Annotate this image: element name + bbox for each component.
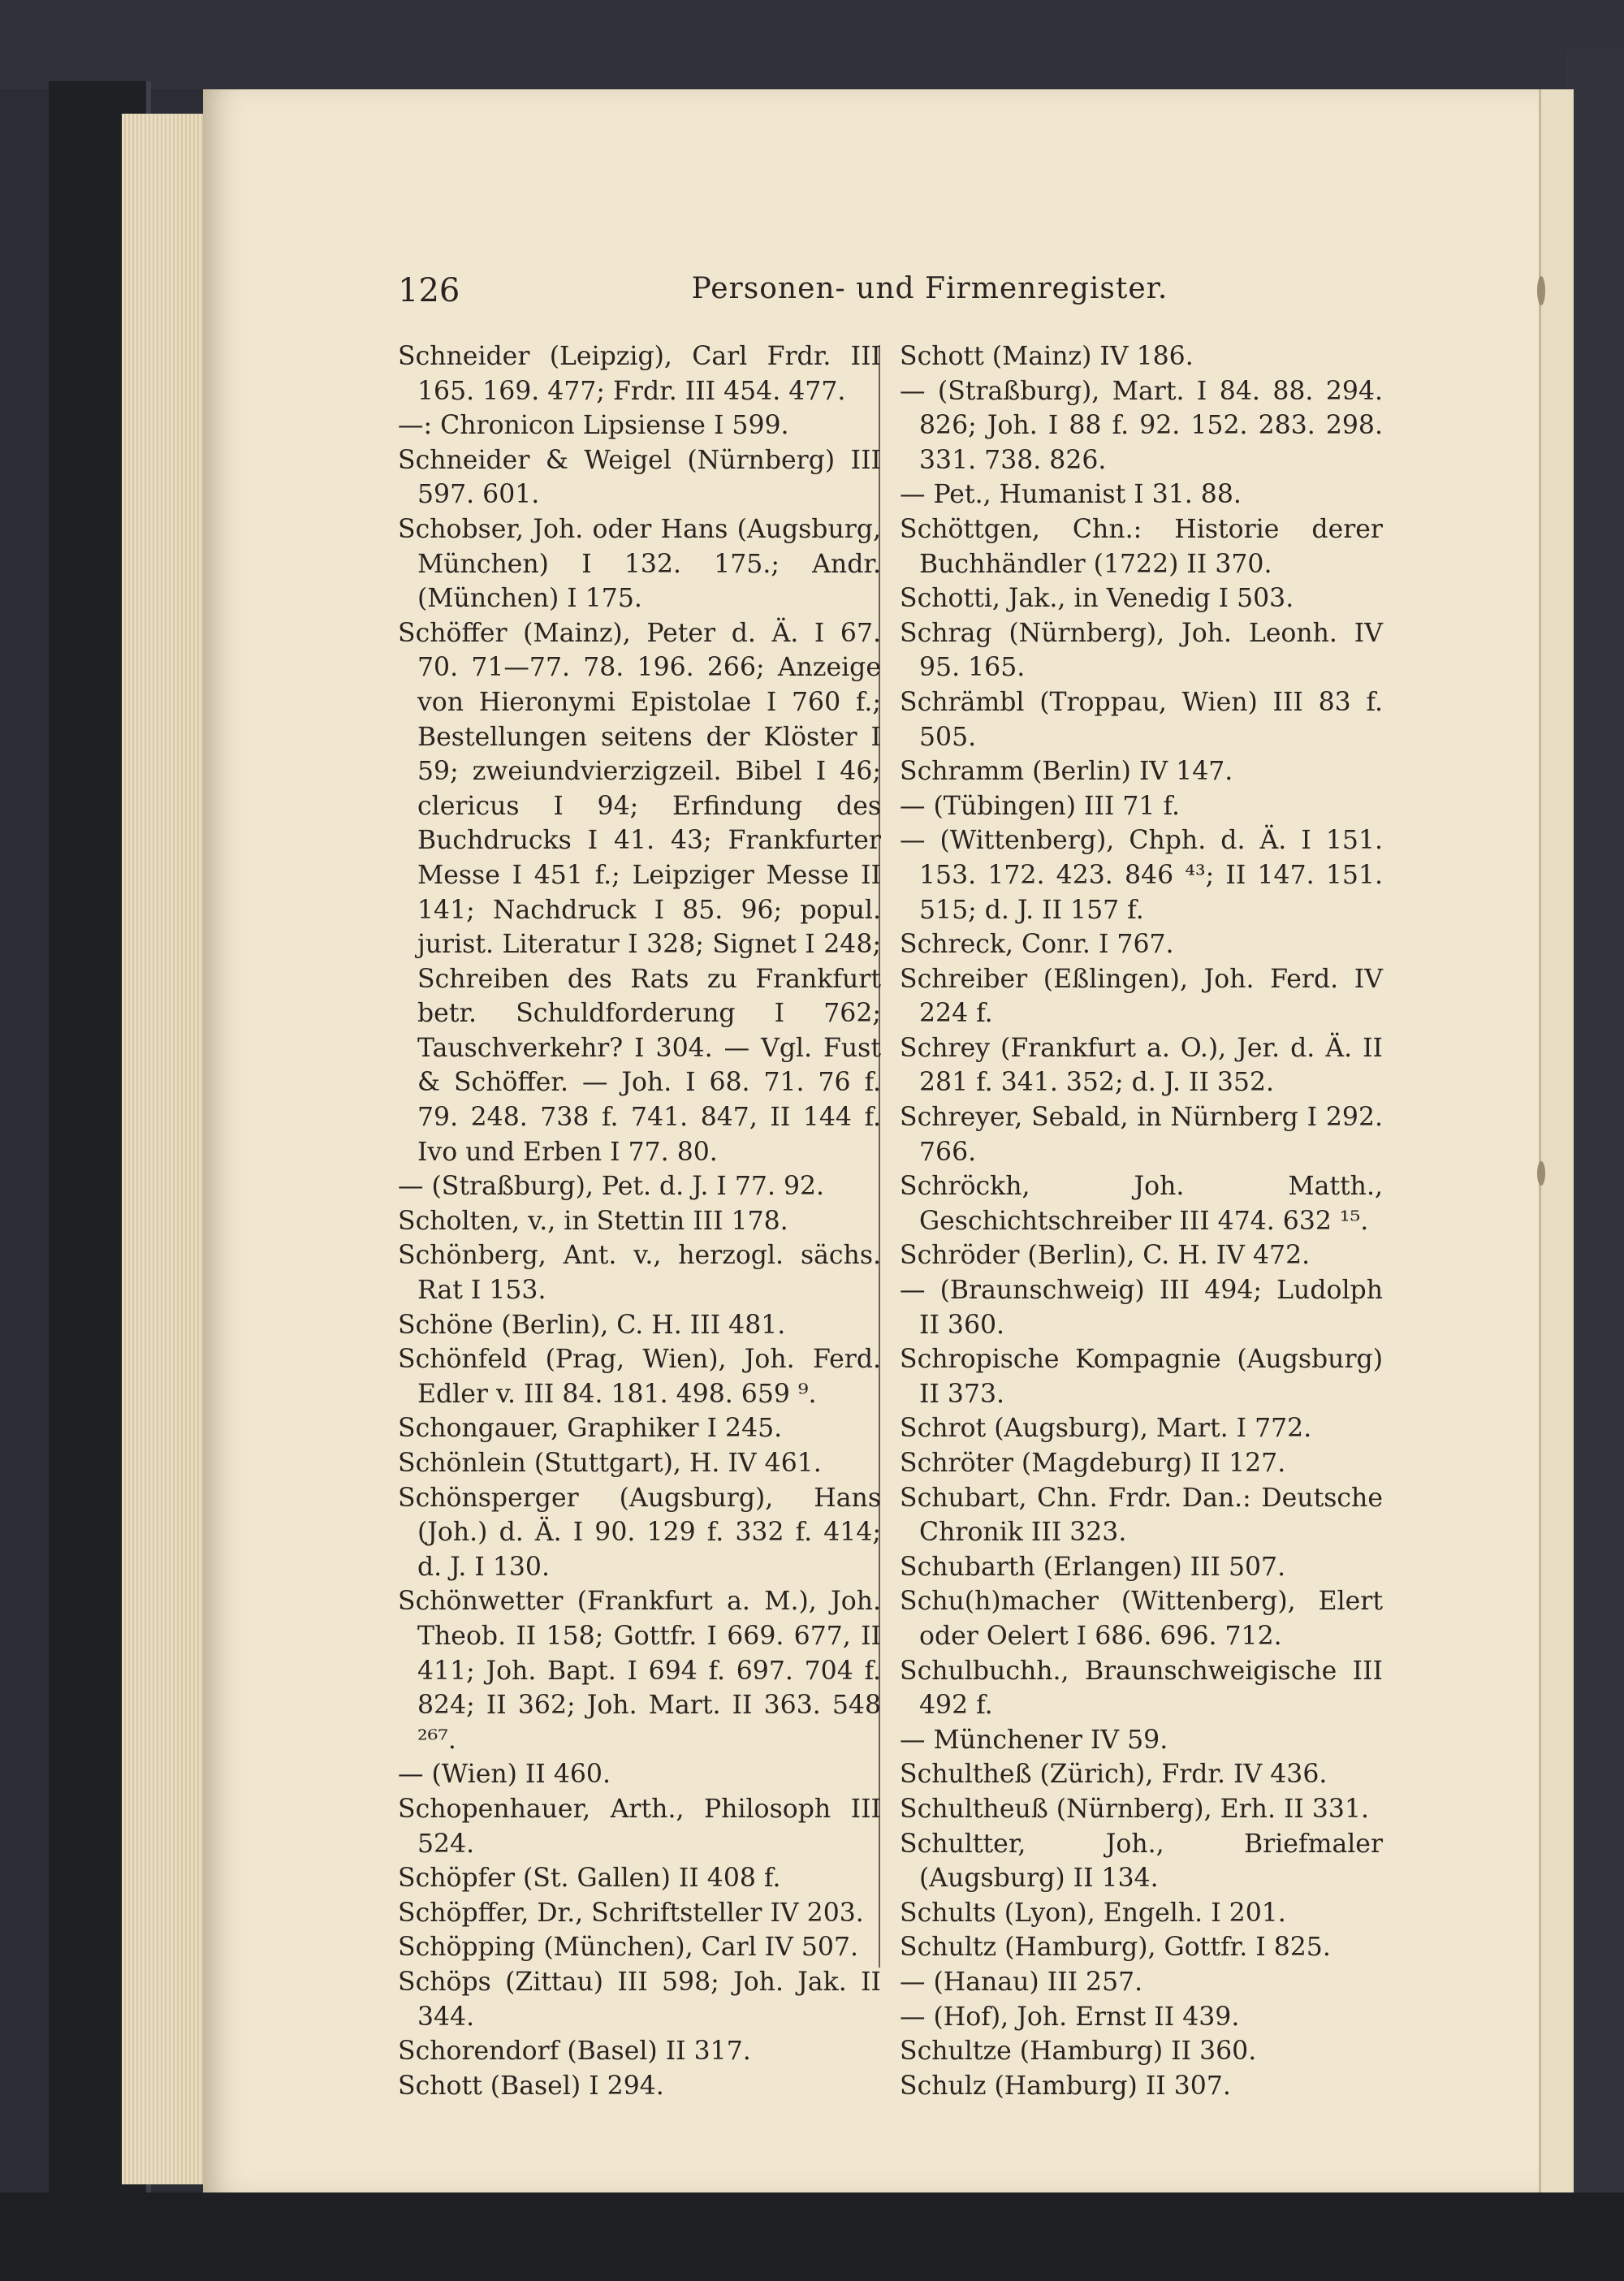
index-entry: — (Straßburg), Mart. I 84. 88. 294. 826; Joh. I 88 f. 92. 152. 283. 298. 331. 738. 826. [900,376,1383,475]
index-entry: Schubarth (Erlangen) III 507. [900,1552,1286,1582]
index-entry: Schotti, Jak., in Venedig I 503. [900,584,1294,614]
index-entry: Schott (Basel) I 294. [398,2071,664,2101]
index-entry: Schönfeld (Prag, Wien), Joh. Ferd. Edler v. III 84. 181. 498. 659 ⁹. [398,1345,881,1409]
index-entry: Schreck, Conr. I 767. [900,930,1174,960]
scan-background-bottom [0,2192,1624,2281]
book-cover-right [1567,49,1624,2209]
index-entry: Schultz (Hamburg), Gottfr. I 825. [900,1933,1331,1963]
index-entry: Schöpffer, Dr., Schriftsteller IV 203. [398,1898,864,1928]
index-entry: Schröckh, Joh. Matth., Geschichtschreiber III 474. 632 ¹⁵. [900,1172,1383,1236]
index-entry: — (Wien) II 460. [398,1760,611,1790]
index-entry: Schönlein (Stuttgart), H. IV 461. [398,1449,822,1478]
index-entry: Schöpping (München), Carl IV 507. [398,1933,858,1963]
index-entry: Schott (Mainz) IV 186. [900,342,1194,371]
right-column [900,339,1383,2103]
index-entry: Schu(h)macher (Wittenberg), Elert oder Oelert I 686. 696. 712. [900,1587,1383,1651]
index-entry: Schubart, Chn. Frdr. Dan.: Deutsche Chronik III 323. [900,1483,1383,1548]
index-entry: Schults (Lyon), Engelh. I 201. [900,1898,1286,1928]
index-entry: Schopenhauer, Arth., Philosoph III 524. [398,1794,881,1859]
index-entry: Schönberg, Ant. v., herzogl. sächs. Rat I 153. [398,1241,881,1306]
index-entry: Schrag (Nürnberg), Joh. Leonh. IV 95. 165. [900,618,1383,683]
index-entry: Schöffer (Mainz), Peter d. Ä. I 67. 70. 71—77. 78. 196. 266; Anzeige von Hieronymi Epistolae I 760 f.; Bestellungen seitens der Klöster I 59; zweiundvierzigzeil. Bibel I 46; clericus I 94; Erfindung des Buchdrucks I 41. 43; Frankfurter Messe I 451 f.; Leipziger Messe II 141; Nachdruck I 85. 96; popul. jurist. Literatur I 328; Signet I 248; Schreiben des Rats zu Frankfurt betr. Schuldforderung I 762; Tauschverkehr? I 304. — Vgl. Fust & Schöffer. — Joh. I 68. 71. 76 f. 79. 248. 738 f. 741. 847, II 144 f. Ivo und Erben I 77. 80. [398,618,881,1167]
index-entry: Schrey (Frankfurt a. O.), Jer. d. Ä. II 281 f. 341. 352; d. J. II 352. [900,1033,1383,1098]
page-edges [122,114,211,2184]
next-page-edge [1539,89,1574,2192]
index-entry: Schönwetter (Frankfurt a. M.), Joh. Theob. II 158; Gottfr. I 669. 677, II 411; Joh. Bapt. I 694 f. 697. 704 f. 824; II 362; Joh. Mart. II 363. 548 ²⁶⁷. [398,1587,881,1755]
index-entry: Schöttgen, Chn.: Historie derer Buchhändler (1722) II 370. [900,514,1383,579]
index-entry: Schongauer, Graphiker I 245. [398,1414,783,1444]
index-entry: Schneider (Leipzig), Carl Frdr. III 165. 169. 477; Frdr. III 454. 477. [398,342,881,406]
running-title: Personen- und Firmenregister. [691,272,1168,305]
binding-hole-middle [1537,1161,1545,1186]
index-entry: — (Wittenberg), Chph. d. Ä. I 151. 153. 172. 423. 846 ⁴³; II 147. 151. 515; d. J. II 157 f. [900,826,1383,925]
index-entry: — (Hof), Joh. Ernst II 439. [900,2002,1240,2032]
index-entry: Schreiber (Eßlingen), Joh. Ferd. IV 224 f. [900,964,1383,1029]
index-entry: Schrot (Augsburg), Mart. I 772. [900,1414,1312,1444]
index-entry: — (Hanau) III 257. [900,1967,1143,1997]
index-entry: Schönsperger (Augsburg), Hans (Joh.) d. Ä. I 90. 129 f. 332 f. 414; d. J. I 130. [398,1483,881,1582]
index-entry: —: Chronicon Lipsiense I 599. [398,411,789,441]
page-number: 126 [398,272,460,309]
index-entry: Schöne (Berlin), C. H. III 481. [398,1310,786,1340]
index-entry: Schropische Kompagnie (Augsburg) II 373. [900,1345,1383,1409]
index-entry: — (Tübingen) III 71 f. [900,791,1181,821]
index-entry: Schreyer, Sebald, in Nürnberg I 292. 766. [900,1103,1383,1167]
index-entry: — Münchener IV 59. [900,1725,1168,1755]
index-entry: Schröder (Berlin), C. H. IV 472. [900,1241,1311,1271]
index-entry: Schultze (Hamburg) II 360. [900,2037,1257,2067]
index-entry: — (Braunschweig) III 494; Ludolph II 360. [900,1276,1383,1340]
index-entry: Schöps (Zittau) III 598; Joh. Jak. II 344. [398,1967,881,2032]
index-entry: Schulbuchh., Braunschweigische III 492 f. [900,1656,1383,1721]
index-entry: — (Straßburg), Pet. d. J. I 77. 92. [398,1172,825,1202]
index-entry: Schulz (Hamburg) II 307. [900,2071,1231,2101]
index-entry: Schultheuß (Nürnberg), Erh. II 331. [900,1794,1370,1824]
index-entry: Schröter (Magdeburg) II 127. [900,1449,1286,1478]
index-entry: Schorendorf (Basel) II 317. [398,2037,751,2067]
index-entry: Schultter, Joh., Briefmaler (Augsburg) II 134. [900,1829,1383,1894]
page-header [398,272,1462,321]
left-column [398,339,881,2103]
index-entry: Schneider & Weigel (Nürnberg) III 597. 601. [398,445,881,510]
scan-background-top [0,0,1624,89]
binding-hole-top [1537,276,1545,305]
index-entry: Schramm (Berlin) IV 147. [900,757,1233,787]
index-entry: Scholten, v., in Stettin III 178. [398,1206,788,1236]
index-entry: Schultheß (Zürich), Frdr. IV 436. [900,1760,1328,1790]
index-entry: Schöpfer (St. Gallen) II 408 f. [398,1864,781,1894]
index-entry: Schrämbl (Troppau, Wien) III 83 f. 505. [900,687,1383,752]
index-entry: — Pet., Humanist I 31. 88. [900,480,1242,510]
index-entry: Schobser, Joh. oder Hans (Augsburg, München) I 132. 175.; Andr. (München) I 175. [398,514,881,614]
